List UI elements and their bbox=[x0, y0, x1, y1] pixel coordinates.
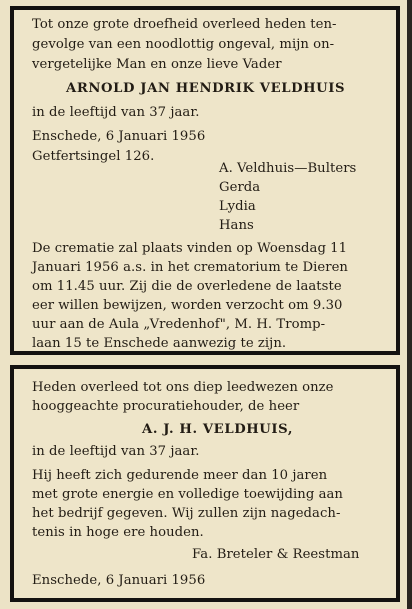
cremation-text-line: uur aan de Aula „Vredenhof", M. H. Tromp- bbox=[32, 317, 326, 332]
family-member: Gerda bbox=[219, 180, 261, 195]
notice-text-line: gevolge van een noodlottig ongeval, mijn on- bbox=[32, 37, 335, 52]
notice-text-line: hooggeachte procuratiehouder, de heer bbox=[32, 399, 300, 414]
cremation-text-line: om 11.45 uur. Zij die de overledene de laatste bbox=[32, 279, 342, 294]
deceased-name: ARNOLD JAN HENDRIK VELDHUIS bbox=[66, 81, 346, 96]
body-text-line: met grote energie en volledige toewijding aan bbox=[32, 487, 343, 502]
cremation-text-line: Januari 1956 a.s. in het crematorium te Dieren bbox=[32, 260, 348, 275]
signature: Fa. Breteler & Reestman bbox=[192, 547, 360, 562]
notice-text-line: Heden overleed tot ons diep leedwezen onze bbox=[32, 380, 334, 395]
body-text-line: tenis in hoge ere houden. bbox=[32, 525, 204, 540]
cremation-text-line: De crematie zal plaats vinden op Woensdag 11 bbox=[32, 241, 348, 256]
place-date: Enschede, 6 Januari 1956 bbox=[32, 573, 206, 588]
age-line: in de leeftijd van 37 jaar. bbox=[32, 444, 200, 459]
family-member: Hans bbox=[219, 218, 254, 233]
family-member: A. Veldhuis—Bulters bbox=[219, 161, 357, 176]
death-notice-family bbox=[10, 6, 400, 355]
place-date: Enschede, 6 Januari 1956 bbox=[32, 129, 206, 144]
body-text-line: Hij heeft zich gedurende meer dan 10 jaren bbox=[32, 468, 328, 483]
cremation-text-line: eer willen bewijzen, worden verzocht om 9.30 bbox=[32, 298, 343, 313]
address: Getfertsingel 126. bbox=[32, 149, 155, 164]
notice-text-line: Tot onze grote droefheid overleed heden ten- bbox=[32, 17, 337, 32]
deceased-name: A. J. H. VELDHUIS, bbox=[142, 422, 294, 437]
death-notice-company bbox=[10, 365, 400, 602]
notice-text-line: vergetelijke Man en onze lieve Vader bbox=[32, 57, 282, 72]
body-text-line: het bedrijf gegeven. Wij zullen zijn nagedach- bbox=[32, 506, 341, 521]
age-line: in de leeftijd van 37 jaar. bbox=[32, 105, 200, 120]
page-edge bbox=[407, 0, 412, 609]
family-member: Lydia bbox=[219, 199, 256, 214]
cremation-text-line: laan 15 te Enschede aanwezig te zijn. bbox=[32, 336, 287, 351]
